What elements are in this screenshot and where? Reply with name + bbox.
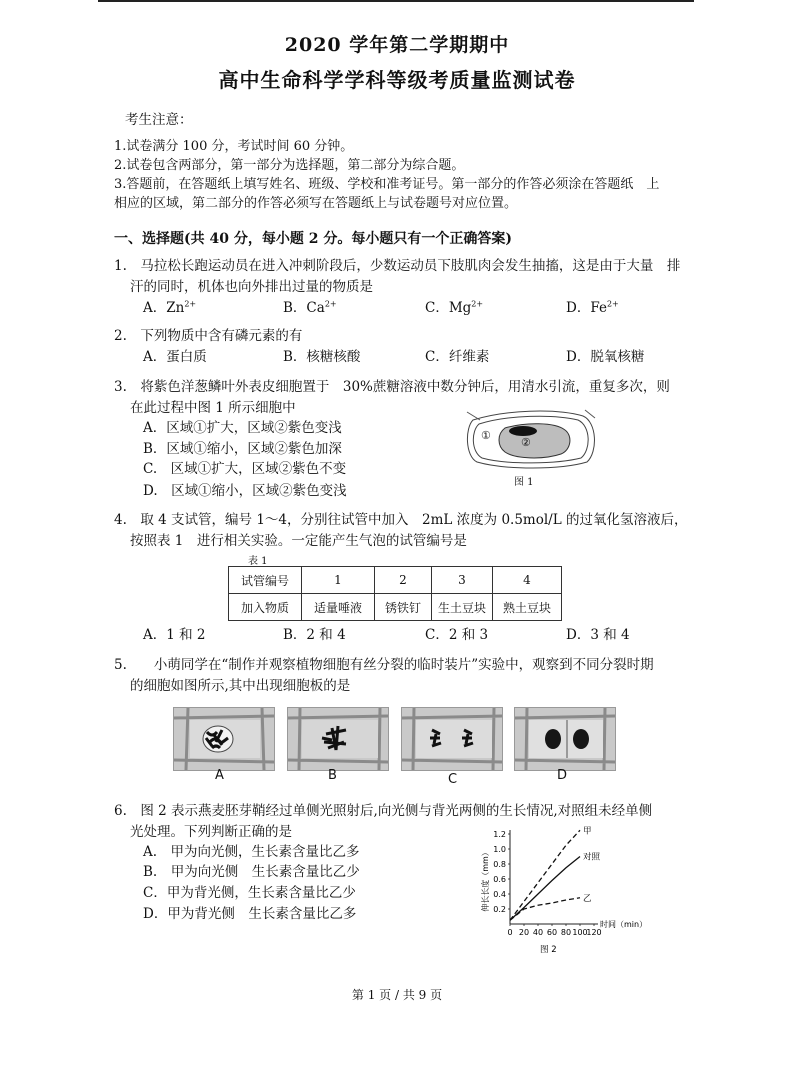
x-tick-label: 120 [586, 928, 602, 937]
y-tick-label: 1.2 [493, 830, 506, 839]
q2-option-b: B．核糖核酸 [283, 349, 361, 365]
y-tick-label: 1.0 [493, 845, 506, 854]
table-cell: 1 [302, 567, 375, 594]
q4-option-b: B．2 和 4 [283, 627, 346, 643]
exam-title-line1: 2020 学年第二学期期中 [284, 34, 510, 56]
q6-option-d: D．甲为背光侧 生长素含量比乙多 [143, 906, 357, 922]
table-cell: 试管编号 [229, 567, 302, 594]
figure-1-cell [465, 406, 600, 472]
region-2-label: ② [521, 436, 531, 449]
micrograph-a [173, 707, 275, 771]
series-label: 甲 [583, 826, 592, 837]
note-item: 1.试卷满分 100 分，考试时间 60 分钟。 [114, 139, 354, 154]
note-item: 3.答题前，在答题纸上填写姓名、班级、学校和准考证号。第一部分的作答必须涂在答题纸 上 [114, 177, 660, 192]
note-item: 2.试卷包含两部分，第一部分为选择题，第二部分为综合题。 [114, 158, 465, 173]
question-1-text-cont: 汗的同时，机体也向外排出过量的物质是 [130, 279, 373, 295]
y-tick-label: 0.2 [493, 905, 506, 914]
y-axis-title: 伸长长度（mm） [481, 848, 490, 912]
table-cell: 熟土豆块 [493, 594, 562, 621]
q4-option-a: A．1 和 2 [143, 627, 206, 643]
q3-option-a: A．区域①扩大，区域②紫色变浅 [143, 420, 342, 436]
micrograph-b [287, 707, 389, 771]
micrograph-d-label: D [557, 768, 568, 783]
q2-option-d: D．脱氧核糖 [566, 349, 645, 365]
question-3-text: 3. 将紫色洋葱鳞叶外表皮细胞置于 30%蔗糖溶液中数分钟后，用清水引流，重复多次，则 [114, 379, 670, 395]
q4-option-c: C．2 和 3 [425, 627, 489, 643]
question-5-text: 5. 小萌同学在“制作并观察植物细胞有丝分裂的临时装片”实验中，观察到不同分裂时期 [114, 657, 654, 673]
micrograph-c [401, 707, 503, 771]
question-5-text-cont: 的细胞如图所示,其中出现细胞板的是 [130, 678, 351, 694]
q1-option-a: A．$Zn^{2+}$ [143, 299, 197, 316]
table-row [229, 594, 562, 621]
table-cell: 3 [432, 567, 493, 594]
micrograph-b-label: B [328, 768, 337, 783]
figure-2-chart [476, 822, 676, 957]
q3-option-b: B．区域①缩小，区域②紫色加深 [143, 441, 342, 457]
question-1-text: 1. 马拉松长跑运动员在进入冲刺阶段后，少数运动员下肢肌肉会发生抽搐，这是由于大量 排 [114, 258, 681, 274]
figure-1-caption: 图 1 [514, 477, 534, 488]
question-4-text: 4. 取 4 支试管，编号 1～4，分别往试管中加入 2mL 浓度为 0.5mol/L 的过氧化氢溶液后， [114, 512, 688, 528]
series-line-乙 [510, 898, 580, 921]
q2-option-a: A．蛋白质 [143, 349, 207, 365]
table-cell: 适量唾液 [302, 594, 375, 621]
q1-option-b: B．$Ca^{2+}$ [283, 299, 337, 316]
question-2-text: 2. 下列物质中含有磷元素的有 [114, 328, 303, 344]
q6-option-c: C．甲为背光侧，生长素含量比乙少 [143, 885, 356, 901]
question-6-text-cont: 光处理。下列判断正确的是 [130, 824, 292, 840]
q6-option-b: B. 甲为向光侧 生长素含量比乙少 [143, 864, 360, 880]
q3-option-d: D. 区域①缩小，区域②紫色变浅 [143, 483, 347, 499]
chart-caption: 图 2 [540, 945, 557, 955]
section-heading: 一、选择题(共 40 分，每小题 2 分。每小题只有一个正确答案) [114, 231, 512, 247]
x-tick-label: 100 [572, 928, 588, 937]
table-1 [228, 566, 562, 621]
x-tick-label: 80 [560, 928, 572, 937]
series-label: 乙 [583, 893, 592, 904]
q1-option-d: D．$Fe^{2+}$ [566, 299, 619, 316]
series-line-甲 [510, 830, 580, 920]
x-tick-label: 0 [507, 928, 513, 937]
table-row [229, 567, 562, 594]
x-axis-title: 时间（min） [600, 920, 648, 929]
notes-heading: 考生注意： [125, 112, 193, 128]
q1-option-c: C．$Mg^{2+}$ [425, 299, 484, 316]
y-tick-label: 0.4 [493, 890, 506, 899]
note-item: 相应的区域，第二部分的作答必须写在答题纸上与试卷题号对应位置。 [114, 196, 518, 211]
table-cell: 4 [493, 567, 562, 594]
micrograph-a-label: A [215, 768, 224, 783]
series-line-对照 [510, 857, 580, 921]
table-cell: 加入物质 [229, 594, 302, 621]
top-rule [98, 0, 694, 2]
series-label: 对照 [583, 852, 601, 863]
question-6-text: 6. 图 2 表示燕麦胚芽鞘经过单侧光照射后,向光侧与背光两侧的生长情况,对照组未经单侧 [114, 803, 653, 819]
table-cell: 生土豆块 [432, 594, 493, 621]
exam-title-line2: 高中生命科学学科等级考质量监测试卷 [218, 68, 576, 92]
y-tick-label: 0.8 [493, 860, 506, 869]
x-tick-label: 20 [518, 928, 530, 937]
q3-option-c: C. 区域①扩大，区域②紫色不变 [143, 461, 347, 477]
question-4-text-cont: 按照表 1 进行相关实验。一定能产生气泡的试管编号是 [130, 533, 467, 549]
page-footer: 第 1 页 / 共 9 页 [351, 988, 443, 1002]
y-tick-label: 0.6 [493, 875, 506, 884]
question-3-text-cont: 在此过程中图 1 所示细胞中 [130, 400, 296, 416]
region-1-label: ① [481, 429, 491, 442]
q2-option-c: C．纤维素 [425, 349, 490, 365]
table-cell: 锈铁钉 [375, 594, 432, 621]
q6-option-a: A. 甲为向光侧，生长素含量比乙多 [143, 844, 360, 860]
table-cell: 2 [375, 567, 432, 594]
x-tick-label: 60 [546, 928, 558, 937]
micrograph-d [514, 707, 616, 771]
q4-option-d: D．3 和 4 [566, 627, 630, 643]
table-1-caption: 表 1 [248, 556, 268, 567]
micrograph-c-label: C [448, 772, 458, 787]
x-tick-label: 40 [532, 928, 544, 937]
